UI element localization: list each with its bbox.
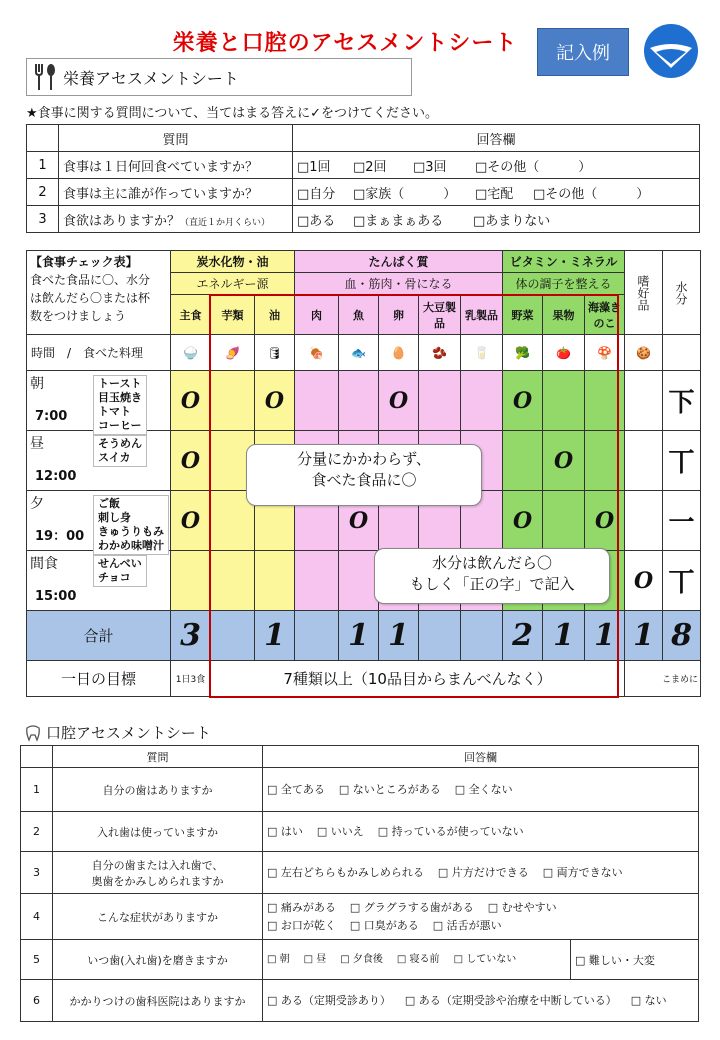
question-line: いつ歯(入れ歯)を磨きますか: [87, 953, 228, 967]
menu-item: スイカ: [98, 451, 131, 464]
checkbox-option[interactable]: □まぁまぁある: [353, 213, 444, 229]
question-label: 食欲はありますか？: [63, 213, 181, 229]
food-icon: 🥛: [461, 335, 503, 371]
question-text: [53, 812, 263, 852]
food-mark-cell[interactable]: [585, 431, 625, 491]
food-mark-cell[interactable]: [419, 371, 461, 431]
total-cell: [461, 611, 503, 661]
meal-time-cell: [27, 431, 171, 491]
checkbox-option[interactable]: □ していない: [453, 953, 517, 965]
menu-item: 刺し身: [98, 511, 131, 524]
total-cell: [255, 611, 295, 661]
answer-options: [263, 852, 699, 894]
water-tally: 丅: [668, 448, 695, 478]
food-icon: 🍚: [171, 335, 211, 371]
food-mark-cell[interactable]: [255, 551, 295, 611]
meal-time-cell: [27, 551, 171, 611]
food-mark-cell[interactable]: [503, 371, 543, 431]
total-cell: [503, 611, 543, 661]
total-value: 1: [388, 618, 409, 653]
question-text: 食事は主に誰が作っていますか？: [59, 179, 293, 206]
question-number: 3: [21, 852, 53, 894]
checkbox-option[interactable]: □ 昼: [303, 953, 327, 965]
col-answer: 回答欄: [293, 125, 700, 152]
circle-mark: O: [180, 507, 201, 534]
checkbox-option[interactable]: □自分: [297, 186, 336, 202]
checkbox-option[interactable]: □宅配: [475, 186, 514, 202]
food-icon: 🥚: [379, 335, 419, 371]
total-cell: [211, 611, 255, 661]
food-column-header: 卵: [379, 295, 419, 335]
checkbox-option[interactable]: □ある: [297, 213, 336, 229]
checkbox-option[interactable]: □ グラグラする歯がある: [349, 900, 474, 914]
tooth-icon: [24, 724, 42, 742]
food-icon: 🫘: [419, 335, 461, 371]
vitamin-group-header: ビタミン・ミネラル: [503, 251, 625, 273]
answer-options: [263, 894, 699, 940]
food-column-header: 魚: [339, 295, 379, 335]
food-icon: 🥦: [503, 335, 543, 371]
food-mark-cell[interactable]: [339, 551, 379, 611]
goal-label: 一日の目標: [27, 661, 171, 697]
callout-line: もしく「正の字」で記入: [409, 575, 575, 593]
food-mark-cell[interactable]: [379, 371, 419, 431]
food-mark-cell[interactable]: [625, 371, 663, 431]
meal-menu: [93, 495, 169, 555]
menu-item: そうめん: [98, 437, 142, 450]
circle-mark: O: [553, 447, 574, 474]
checkbox-option[interactable]: □ 左右どちらもかみしめられる: [267, 865, 424, 879]
oral-question-row: [21, 852, 699, 894]
protein-group-header: たんぱく質: [295, 251, 503, 273]
checkbox-option[interactable]: □ 両方できない: [542, 865, 623, 879]
instruction-line: は飲んだら〇または杯: [30, 291, 151, 305]
nutrition-section-title: [26, 58, 412, 96]
col-question: 質問: [59, 125, 293, 152]
checkbox-option[interactable]: □ ある（定期受診や治療を中断している）: [404, 993, 617, 1007]
meal-time: 7:00: [35, 409, 68, 424]
instruction-line: 食べた食品に〇、水分: [30, 273, 151, 287]
circle-mark: O: [512, 387, 533, 414]
food-icon: 🍄: [585, 335, 625, 371]
callout-water: [374, 548, 610, 604]
checkbox-option[interactable]: □ むせやすい: [487, 900, 557, 914]
menu-item: コーヒー: [98, 419, 142, 432]
callout-food: [246, 444, 482, 506]
answer-line: [267, 823, 694, 841]
menu-item: きゅうりもみ: [98, 525, 164, 538]
checkbox-option[interactable]: □ 口臭がある: [349, 918, 419, 932]
nutrition-section-label: 栄養アセスメントシート: [63, 68, 239, 88]
answer-options: [263, 812, 699, 852]
circle-mark: O: [388, 387, 409, 414]
water-tally-cell[interactable]: [663, 371, 701, 431]
checkbox-option[interactable]: □その他（ ）: [533, 186, 650, 202]
menu-item: トマト: [98, 405, 131, 418]
total-cell: [585, 611, 625, 661]
question-number: 1: [27, 152, 59, 179]
checkbox-option[interactable]: □ ないところがある: [338, 782, 441, 796]
diet-questionnaire: [26, 124, 700, 233]
question-row: [27, 152, 700, 179]
question-line: こんな症状がありますか: [97, 910, 218, 924]
food-mark-cell[interactable]: [295, 371, 339, 431]
col-answer: 回答欄: [263, 746, 699, 768]
checkbox-option[interactable]: □ 夕食後: [340, 953, 383, 965]
menu-item: わかめ味噌汁: [98, 539, 164, 552]
food-column-header: 果物: [543, 295, 585, 335]
checkbox-option[interactable]: □ 難しい・大変: [571, 940, 699, 980]
checkbox-option[interactable]: □ 全くない: [454, 782, 513, 796]
oral-question-row: [21, 812, 699, 852]
food-icon: 🐟: [339, 335, 379, 371]
food-column-header: 肉: [295, 295, 339, 335]
circle-mark: O: [180, 447, 201, 474]
total-cell: [379, 611, 419, 661]
checkbox-option[interactable]: □その他（ ）: [475, 159, 592, 175]
food-mark-cell[interactable]: [625, 431, 663, 491]
checkbox-option[interactable]: □家族（ ）: [353, 186, 457, 202]
food-icon: 🍅: [543, 335, 585, 371]
food-mark-cell[interactable]: [171, 371, 211, 431]
blank-cell: [21, 746, 53, 768]
food-mark-cell[interactable]: [171, 431, 211, 491]
total-cell: [625, 611, 663, 661]
question-number: 2: [21, 812, 53, 852]
checkbox-option[interactable]: □ 朝: [267, 953, 290, 965]
food-icon: 🛢: [255, 335, 295, 371]
total-value: 1: [633, 618, 654, 653]
answer-options: [293, 206, 700, 233]
water-tally: 丅: [668, 568, 695, 598]
goal-staple: 1日3食: [171, 661, 211, 697]
checkbox-option[interactable]: □ お口が乾く: [267, 918, 336, 932]
checkbox-option[interactable]: □1回: [297, 159, 331, 175]
question-line: かかりつけの歯科医院はありますか: [69, 994, 246, 1008]
question-row: [27, 179, 700, 206]
total-value: 3: [180, 618, 201, 653]
question-text: [53, 980, 263, 1022]
oral-section-title: [24, 722, 211, 743]
circle-mark: O: [594, 507, 615, 534]
food-column-header: 乳製品: [461, 295, 503, 335]
meal-check-instructions: [27, 251, 171, 335]
total-value: 1: [264, 618, 285, 653]
callout-line: 食べた食品に〇: [311, 471, 417, 489]
food-column-header: 海藻きのこ: [585, 295, 625, 335]
callout-line: 分量にかかわらず、: [297, 450, 431, 468]
answer-line: [267, 899, 694, 917]
carb-group-header: 炭水化物・油: [171, 251, 295, 273]
vitamin-group-sub: 体の調子を整える: [503, 273, 625, 295]
checkbox-option[interactable]: □ いいえ: [316, 824, 364, 838]
instruction-text: ★食事に関する質問について、当てはまる答えに✓をつけてください。: [26, 106, 439, 121]
answer-line: [267, 917, 694, 935]
carb-group-sub: エネルギー源: [171, 273, 295, 295]
food-mark-cell[interactable]: [211, 371, 255, 431]
meal-check-heading: 【食事チェック表】: [30, 255, 138, 269]
answer-options: [293, 179, 700, 206]
food-mark-cell[interactable]: [211, 551, 255, 611]
total-cell: [543, 611, 585, 661]
food-mark-cell[interactable]: [503, 491, 543, 551]
meal-label: 朝: [30, 376, 44, 392]
question-row: [27, 206, 700, 233]
checkbox-option[interactable]: □ 痛みがある: [267, 900, 336, 914]
total-value: 1: [553, 618, 574, 653]
answer-options: [263, 940, 571, 980]
circle-mark: O: [348, 507, 369, 534]
question-text: [53, 768, 263, 812]
circle-mark: O: [633, 567, 654, 594]
time-header: 時間 / 食べた料理: [27, 335, 171, 371]
question-line: 入れ歯は使っていますか: [97, 825, 218, 839]
circle-mark: O: [512, 507, 533, 534]
meal-label: 間食: [30, 556, 58, 572]
col-question: 質問: [53, 746, 263, 768]
answer-line: [267, 781, 694, 799]
question-line: 奥歯をかみしめられますか: [91, 874, 224, 888]
circle-mark: O: [180, 387, 201, 414]
total-cell: [339, 611, 379, 661]
menu-item: チョコ: [98, 571, 131, 584]
meal-label: 夕: [30, 496, 44, 512]
question-text: [53, 852, 263, 894]
meal-label: 昼: [30, 436, 44, 452]
water-header: 水分: [663, 251, 701, 335]
total-value: 1: [348, 618, 369, 653]
food-column-header: 油: [255, 295, 295, 335]
meal-menu: [93, 375, 147, 435]
answer-line: [267, 951, 566, 969]
food-mark-cell[interactable]: [625, 551, 663, 611]
total-value: 2: [512, 618, 533, 653]
food-column-header: 大豆製品: [419, 295, 461, 335]
food-mark-cell[interactable]: [295, 551, 339, 611]
instruction-line: 数をつけましょう: [30, 309, 127, 323]
checkbox-option[interactable]: □ ある（定期受診あり）: [267, 993, 391, 1007]
example-button[interactable]: 記入例: [537, 28, 629, 76]
total-cell: [295, 611, 339, 661]
question-note: （直近１か月くらい）: [180, 217, 271, 228]
page-title: 栄養と口腔のアセスメントシート: [172, 31, 518, 56]
food-mark-cell[interactable]: [171, 551, 211, 611]
callout-line: 水分は飲んだら〇: [431, 554, 552, 572]
total-label: 合計: [27, 611, 171, 661]
goal-main: 7種類以上（10品目からまんべんなく）: [211, 661, 625, 697]
question-number: 3: [27, 206, 59, 233]
food-mark-cell[interactable]: [543, 371, 585, 431]
food-mark-cell[interactable]: [585, 491, 625, 551]
question-line: 自分の歯または入れ歯で、: [91, 858, 224, 872]
meal-time: 15:00: [35, 589, 77, 604]
meal-time: 19：00: [35, 529, 85, 544]
question-number: 2: [27, 179, 59, 206]
checkbox-option[interactable]: □ はい: [267, 824, 303, 838]
question-text: [53, 940, 263, 980]
checkbox-option[interactable]: □ 全てある: [267, 782, 325, 796]
food-column-header: 主食: [171, 295, 211, 335]
answer-options: [293, 152, 700, 179]
food-icon: 🍪: [625, 335, 663, 371]
water-tally: 一: [668, 508, 695, 538]
food-mark-cell[interactable]: [171, 491, 211, 551]
checkbox-option[interactable]: □あまりない: [473, 213, 551, 229]
meal-menu: [93, 435, 147, 467]
food-mark-cell[interactable]: [543, 431, 585, 491]
question-text: [59, 206, 293, 233]
question-number: 6: [21, 980, 53, 1022]
oral-question-row: [21, 940, 699, 980]
meal-time: 12:00: [35, 469, 77, 484]
blank-cell: [663, 335, 701, 371]
total-cell: [663, 611, 701, 661]
total-cell: [171, 611, 211, 661]
food-column-header: 芋類: [211, 295, 255, 335]
question-line: 自分の歯はありますか: [102, 783, 213, 797]
question-number: 5: [21, 940, 53, 980]
logo-icon: [642, 22, 700, 80]
food-mark-cell[interactable]: [339, 371, 379, 431]
meal-menu: [93, 555, 147, 587]
question-text: 食事は１日何回食べていますか？: [59, 152, 293, 179]
food-mark-cell[interactable]: [255, 371, 295, 431]
food-mark-cell[interactable]: [585, 371, 625, 431]
answer-line: [267, 992, 694, 1010]
checkbox-option[interactable]: □2回: [353, 159, 387, 175]
answer-options: [263, 980, 699, 1022]
water-tally-cell[interactable]: [663, 431, 701, 491]
circle-mark: O: [264, 387, 285, 414]
checkbox-option[interactable]: □ ない: [630, 993, 667, 1007]
checkbox-option[interactable]: □3回: [413, 159, 447, 175]
protein-group-sub: 血・筋肉・骨になる: [295, 273, 503, 295]
food-mark-cell[interactable]: [503, 431, 543, 491]
food-mark-cell[interactable]: [543, 491, 585, 551]
oral-question-row: [21, 980, 699, 1022]
oral-question-row: [21, 894, 699, 940]
oral-table: [20, 745, 699, 1022]
food-mark-cell[interactable]: [461, 371, 503, 431]
menu-item: せんべい: [98, 557, 142, 570]
menu-item: トースト: [98, 377, 142, 390]
answer-options: [263, 768, 699, 812]
food-icon: 🍠: [211, 335, 255, 371]
checkbox-option[interactable]: □ 持っているが使っていない: [377, 824, 524, 838]
oral-question-row: [21, 768, 699, 812]
menu-item: 目玉焼き: [98, 391, 142, 404]
meal-time-cell: [27, 371, 171, 431]
water-tally-cell[interactable]: [663, 551, 701, 611]
question-number: 1: [21, 768, 53, 812]
question-number: 4: [21, 894, 53, 940]
checkbox-option[interactable]: □ 片方だけできる: [437, 865, 529, 879]
total-value: 8: [671, 618, 692, 653]
checkbox-option[interactable]: □ 活舌が悪い: [432, 918, 502, 932]
menu-item: ご飯: [98, 497, 120, 510]
cutlery-icon: [33, 62, 57, 92]
total-cell: [419, 611, 461, 661]
food-column-header: 野菜: [503, 295, 543, 335]
answer-line: [267, 864, 694, 882]
question-text: [53, 894, 263, 940]
oral-section-label: 口腔アセスメントシート: [46, 724, 211, 742]
blank-cell: [27, 125, 59, 152]
water-tally: 下: [668, 388, 695, 418]
preference-header: 嗜好品: [625, 251, 663, 335]
water-tally-cell[interactable]: [663, 491, 701, 551]
meal-time-cell: [27, 491, 171, 551]
food-mark-cell[interactable]: [625, 491, 663, 551]
goal-water: こまめに: [625, 661, 701, 697]
food-icon: 🍖: [295, 335, 339, 371]
checkbox-option[interactable]: □ 寝る前: [396, 953, 440, 965]
total-value: 1: [594, 618, 615, 653]
